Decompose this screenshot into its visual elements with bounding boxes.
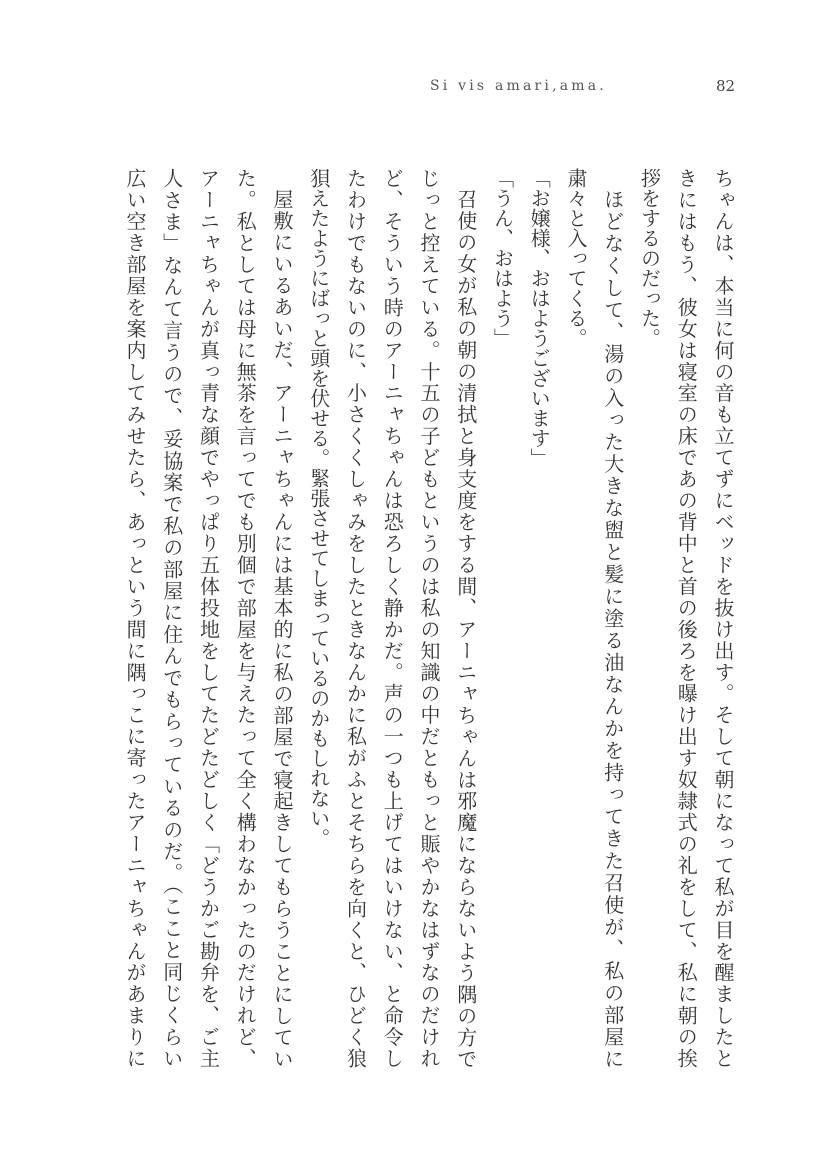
text-line: たわけでもないのに、小さくくしゃみをしたときなんかに私がふとそちらを向くと、ひどく狼 bbox=[343, 168, 368, 1068]
text-line: た。私としては母に無茶を言ってでも別個で部屋を与えたって全く構わなかったのだけれど、 bbox=[233, 168, 258, 1068]
text-line: 人さま」なんて言うので、妥協案で私の部屋に住んでもらっているのだ。（ここと同じくらい bbox=[159, 168, 184, 1068]
text-line: 召使の女が私の朝の清拭と身支度をする間、アーニャちゃんは邪魔にならないよう隅の方で bbox=[453, 188, 478, 1068]
text-line: 拶をするのだった。 bbox=[637, 168, 662, 348]
text-line: 粛々と入ってくる。 bbox=[564, 168, 588, 348]
text-line: きにはもう、彼女は寝室の床であの背中と首の後ろを曝け出す奴隷式の礼をして、私に朝の挨 bbox=[674, 168, 699, 1068]
text-line: ど、そういう時のアーニャちゃんは恐ろしく静かだ。声の一つも上げてはいけない、と命令し bbox=[380, 168, 405, 1068]
page-number: 82 bbox=[716, 77, 736, 95]
running-header-title: Si vis amari,ama. bbox=[430, 78, 607, 94]
dialogue-line: 「うん、おはよう」 bbox=[490, 168, 515, 348]
text-line: アーニャちゃんが真っ青な顔でやっぱり五体投地をしてたどたどしく「どうかご勘弁を、ご主 bbox=[196, 168, 221, 1068]
text-line: 広い空き部屋を案内してみせたら、あっという間に隅っこに寄ったアーニャちゃんがあまりに bbox=[123, 168, 147, 1068]
dialogue-line: 「お嬢様、おはようございます」 bbox=[527, 168, 552, 468]
text-line: 屋敷にいるあいだ、アーニャちゃんには基本的に私の部屋で寝起きしてもらうことにしてい bbox=[270, 188, 294, 1068]
text-line: ちゃんは、本当に何の音も立てずにベッドを抜け出す。そして朝になって私が目を醒ましたと bbox=[711, 168, 735, 1068]
text-line: ほどなくして、湯の入った大きな盥と髪に塗る油なんかを持ってきた召使が、私の部屋に bbox=[600, 188, 625, 1068]
vertical-text-body bbox=[116, 168, 741, 1068]
text-line: 狽えたようにばっと頭を伏せる。緊張させてしまっているのかもしれない。 bbox=[306, 168, 331, 848]
text-line: じっと控えている。十五の子どもというのは私の知識の中だともっと賑やかなはずなのだけれ bbox=[417, 168, 441, 1068]
